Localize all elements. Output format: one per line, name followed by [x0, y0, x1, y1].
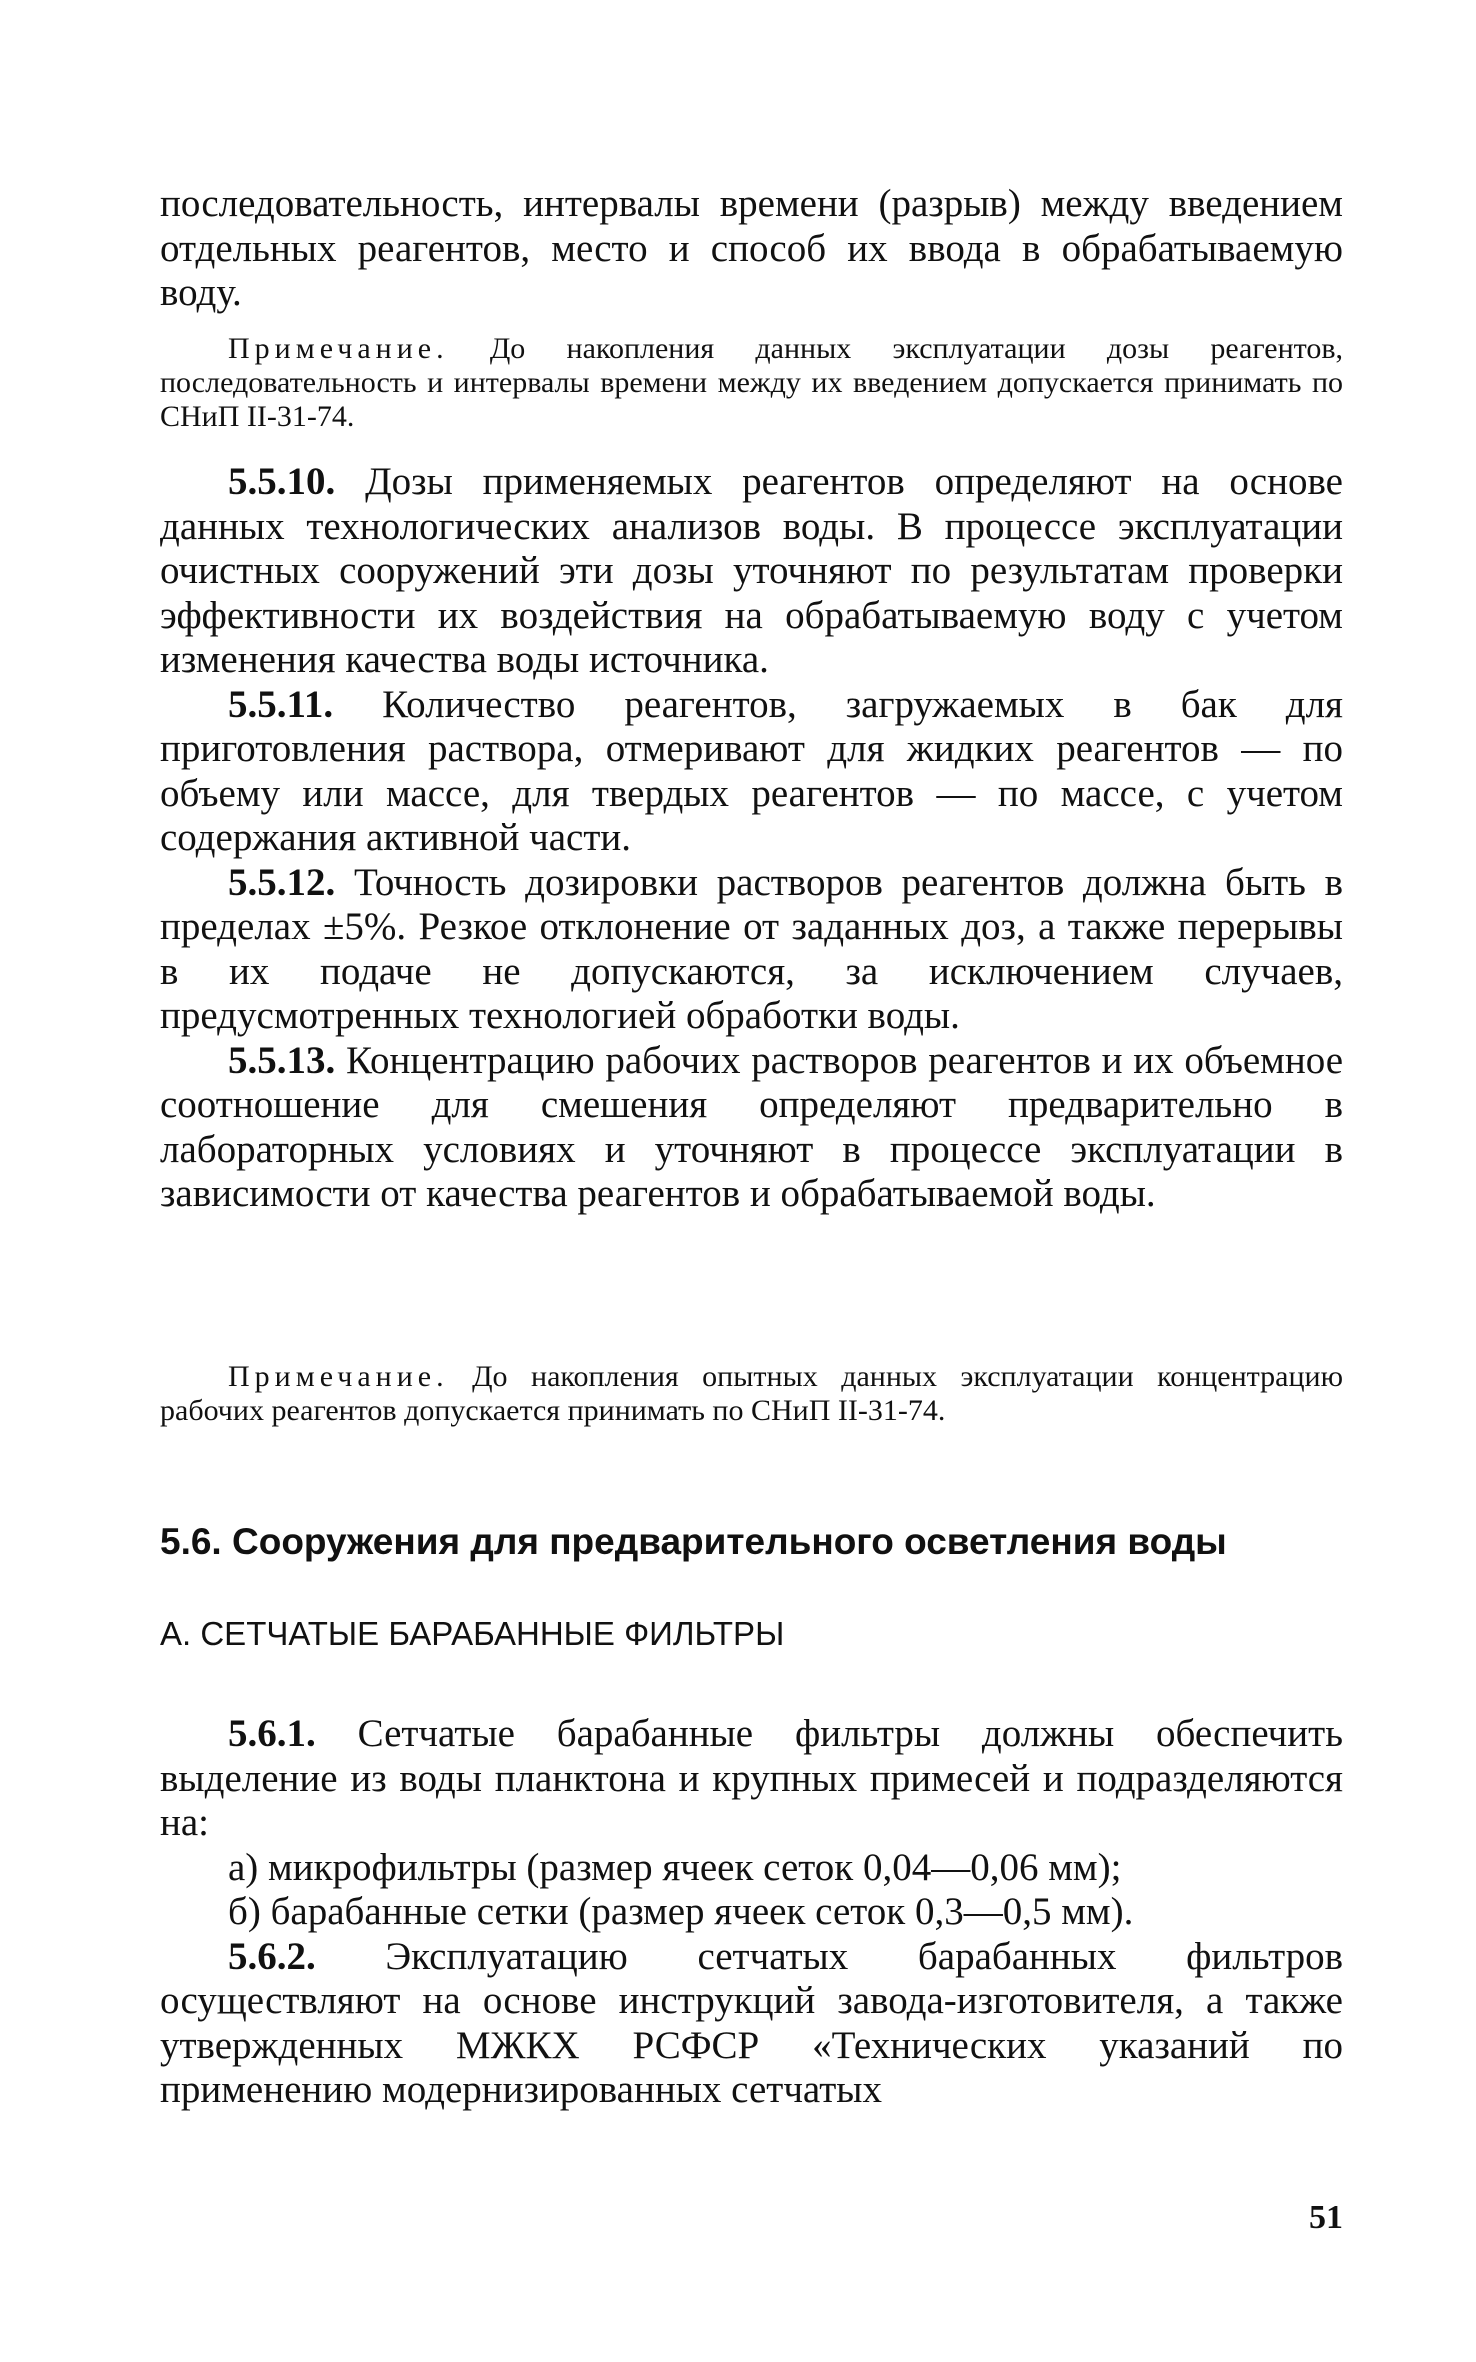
list-item-a: а) микрофильтры (размер ячеек сеток 0,04—0,06 мм); [228, 1845, 1122, 1889]
clause-text: Точность дозировки растворов реагентов должна быть в пределах ±5%. Резкое отклонение от заданных доз, а также перерывы в их подаче не допускаются, за исключением случаев, предусмотренных технологией обработки воды. [160, 860, 1344, 1037]
clauses-5-5 [160, 460, 1343, 1217]
clause-number: 5.5.12. [228, 860, 336, 904]
note-label: Примечание. [228, 1360, 449, 1393]
clause-text: Сетчатые барабанные фильтры должны обеспечить выделение из воды планктона и крупных примесей и подразделяются на: [160, 1712, 1343, 1844]
note-1 [160, 332, 1343, 434]
list-item-b: б) барабанные сетки (размер ячеек сеток 0,3—0,5 мм). [228, 1890, 1134, 1933]
clause-5-5-11 [160, 683, 1343, 861]
clause-number: 5.5.11. [228, 682, 334, 726]
note-label: Примечание. [228, 332, 449, 365]
clause-number: 5.6.1. [228, 1712, 316, 1755]
clause-text: Концентрацию рабочих растворов реагентов и их объемное соотношение для смешения определяют предварительно в лабораторных условиях и уточняют в процессе эксплуатации в зависимости от качества реагентов и обрабатываемой воды. [160, 1038, 1344, 1215]
clause-text: Дозы применяемых реагентов определяют на основе данных технологических анализов воды. В процессе эксплуатации очистных сооружений эти дозы уточняют по результатам проверки эффективности их воздействия на обрабатываемую воду с учетом изменения качества воды источника. [160, 460, 1343, 681]
section-title: 5.6. Сооружения для предварительного осветления воды [160, 1521, 1227, 1562]
clause-5-6-2 [160, 1935, 1343, 2113]
clause-number: 5.5.13. [228, 1038, 336, 1082]
page-number: 51 [1309, 2199, 1343, 2236]
clause-number: 5.6.2. [228, 1934, 316, 1978]
clause-text: Количество реагентов, загружаемых в бак для приготовления раствора, отмеривают для жидких реагентов — по объему или массе, для твердых реагентов — по массе, с учетом содержания активной части. [160, 682, 1343, 859]
clauses-5-6 [160, 1712, 1343, 2113]
clause-5-5-10 [160, 460, 1343, 683]
note-2 [160, 1360, 1343, 1428]
note-text: До накопления опытных данных эксплуатации концентрацию рабочих реагентов допускается принимать по СНиП II-31-74. [160, 1360, 1343, 1427]
clause-5-5-13 [160, 1039, 1343, 1217]
note-text: До накопления данных эксплуатации дозы реагентов, последовательность и интервалы времени между их введением допускается принимать по СНиП II-31-74. [160, 332, 1344, 433]
clause-5-5-12 [160, 861, 1343, 1039]
clause-5-6-1 [160, 1712, 1343, 1846]
paragraph-text: последовательность, интервалы времени (разрыв) между введением отдельных реагентов, место и способ их ввода в обрабатываемую воду. [160, 182, 1343, 314]
clause-text: Эксплуатацию сетчатых барабанных фильтров осуществляют на основе инструкций завода-изготовителя, а также утвержденных МЖКХ РСФСР «Технических указаний по применению модернизированных сетчатых [160, 1934, 1343, 2111]
clause-number: 5.5.10. [228, 460, 336, 503]
subsection-title: А. СЕТЧАТЫЕ БАРАБАННЫЕ ФИЛЬТРЫ [160, 1615, 785, 1652]
paragraph-continued [160, 182, 1343, 316]
